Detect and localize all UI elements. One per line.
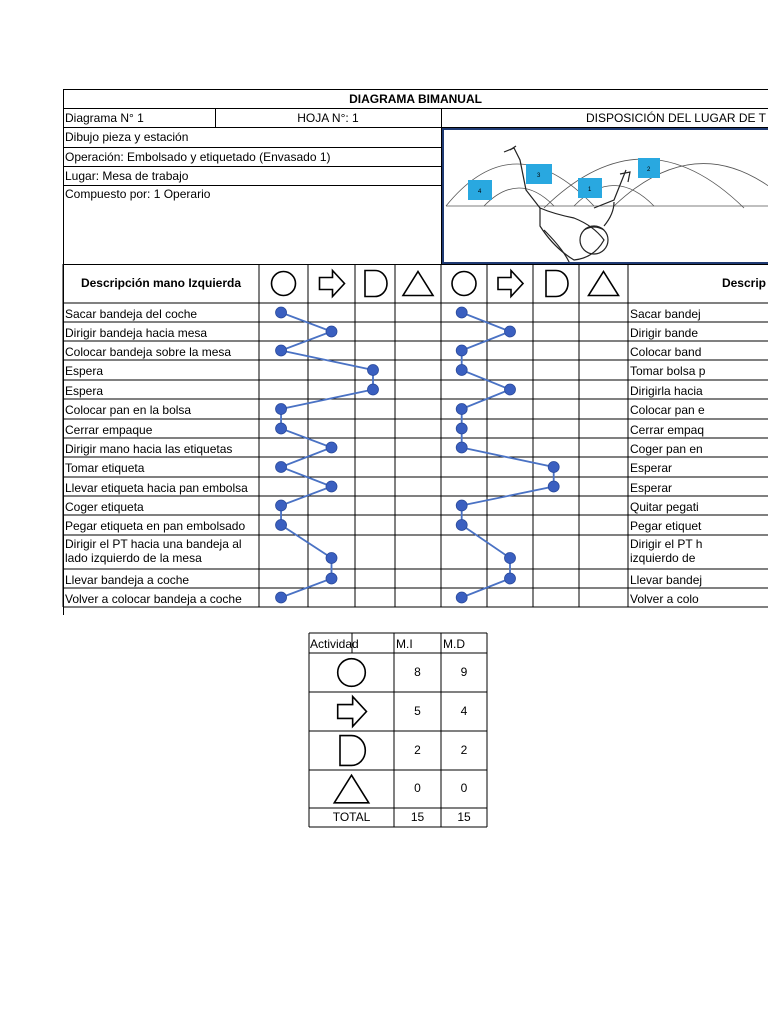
right-hand-marker [456, 592, 467, 603]
right-hand-marker [456, 307, 467, 318]
right-hand-header: Descrip [721, 276, 766, 290]
right-hand-step: Esperar [630, 461, 673, 475]
transport-symbol-icon [498, 271, 523, 297]
summary-mi-value: 5 [414, 703, 421, 718]
right-hand-step: Dirigirla hacia [630, 383, 703, 398]
operation-symbol-icon [452, 272, 476, 296]
delay-symbol-icon [546, 271, 568, 297]
left-hand-marker [326, 442, 337, 453]
left-hand-marker [276, 307, 287, 318]
left-hand-step: Dirigir el PT hacia una bandeja al [65, 537, 242, 551]
right-hand-marker [456, 404, 467, 415]
left-hand-marker [276, 423, 287, 434]
left-hand-step: Coger etiqueta [65, 499, 144, 514]
left-hand-step: Cerrar empaque [65, 422, 153, 437]
right-hand-step: Quitar pegati [630, 499, 699, 514]
right-hand-marker [456, 365, 467, 376]
summary-md-value: 2 [460, 742, 468, 757]
right-hand-step: Colocar band [630, 344, 702, 359]
box-label-3: 3 [537, 173, 541, 179]
right-hand-marker [505, 384, 516, 395]
chart-title: DIAGRAMA BIMANUAL [349, 92, 482, 106]
right-hand-marker [505, 326, 516, 337]
left-hand-marker [368, 365, 379, 376]
diagram-number: Diagrama N° 1 [65, 111, 144, 125]
left-hand-marker [326, 326, 337, 337]
left-hand-step: Espera [65, 383, 104, 398]
right-hand-step: Coger pan en [630, 441, 703, 456]
left-hand-marker [276, 500, 287, 511]
summary-total-label: TOTAL [332, 810, 371, 824]
storage-symbol-icon [334, 775, 369, 803]
left-hand-step: Volver a colocar bandeja a coche [65, 591, 242, 606]
left-hand-marker [368, 384, 379, 395]
summary-md-value: 9 [460, 664, 468, 679]
right-hand-marker [456, 442, 467, 453]
left-hand-step: Espera [65, 364, 104, 378]
summary-total-mi: 15 [410, 810, 425, 824]
right-hand-marker [505, 573, 516, 584]
summary-col-activity: Actividad [310, 637, 359, 651]
delay-symbol-icon [340, 736, 365, 766]
box-label-1: 1 [588, 187, 592, 193]
left-hand-step: Tomar etiqueta [65, 461, 145, 475]
right-hand-step: Llevar bandej [630, 572, 703, 587]
transport-symbol-icon [320, 271, 345, 297]
right-hand-step: Dirigir bande [630, 325, 699, 340]
left-hand-step: Dirigir mano hacia las etiquetas [65, 441, 233, 456]
summary-col-mi: M.I [396, 637, 413, 651]
right-hand-step: Esperar [630, 480, 673, 495]
summary-mi-value: 8 [414, 664, 421, 679]
left-hand-marker [326, 573, 337, 584]
left-hand-marker [276, 520, 287, 531]
left-hand-marker [276, 592, 287, 603]
sheet-number: HOJA N°: 1 [297, 111, 359, 125]
composed-label: Compuesto por: 1 Operario [65, 187, 211, 201]
box-label-4: 4 [478, 189, 482, 195]
right-hand-step: Pegar etiquet [630, 519, 702, 533]
left-hand-step-line2: lado izquierdo de la mesa [65, 551, 202, 565]
right-hand-marker [548, 481, 559, 492]
summary-md-value: 0 [460, 781, 468, 795]
right-hand-step: Dirigir el PT h [630, 537, 703, 551]
left-hand-step: Llevar bandeja a coche [65, 572, 190, 587]
right-hand-marker [456, 500, 467, 511]
summary-total-md: 15 [457, 810, 471, 824]
transport-symbol-icon [338, 697, 367, 727]
right-hand-marker [456, 520, 467, 531]
right-hand-marker [548, 462, 559, 473]
left-hand-marker [276, 404, 287, 415]
left-hand-marker [326, 553, 337, 564]
left-hand-step: Colocar bandeja sobre la mesa [65, 344, 232, 359]
right-hand-step: Tomar bolsa p [630, 364, 706, 378]
right-hand-step: Volver a colo [630, 591, 699, 606]
operation-symbol-icon [338, 659, 366, 687]
right-hand-marker [456, 345, 467, 356]
right-hand-step: Cerrar empaq [630, 422, 705, 437]
drawing-label: Dibujo pieza y estación [65, 130, 189, 144]
left-hand-step: Pegar etiqueta en pan embolsado [65, 519, 246, 533]
left-hand-step: Sacar bandeja del coche [65, 306, 198, 321]
summary-col-md: M.D [443, 637, 465, 651]
left-hand-marker [276, 345, 287, 356]
operation-label: Operación: Embolsado y etiquetado (Envasado 1) [65, 150, 331, 164]
right-hand-marker [505, 553, 516, 564]
left-hand-marker [326, 481, 337, 492]
right-hand-step: Colocar pan e [630, 403, 705, 417]
right-hand-step: Sacar bandej [630, 306, 701, 321]
storage-symbol-icon [403, 272, 433, 296]
layout-title: DISPOSICIÓN DEL LUGAR DE T [585, 111, 766, 125]
left-hand-step: Llevar etiqueta hacia pan embolsa [65, 480, 248, 495]
summary-mi-value: 0 [414, 781, 421, 795]
summary-md-value: 4 [460, 703, 468, 718]
left-hand-marker [276, 462, 287, 473]
summary-mi-value: 2 [414, 742, 421, 757]
left-hand-header: Descripción mano Izquierda [80, 276, 242, 290]
place-label: Lugar: Mesa de trabajo [65, 169, 189, 183]
delay-symbol-icon [365, 271, 387, 297]
box-label-2: 2 [647, 167, 651, 173]
storage-symbol-icon [589, 272, 619, 296]
operation-symbol-icon [272, 272, 296, 296]
right-hand-marker [456, 423, 467, 434]
left-hand-step: Colocar pan en la bolsa [65, 403, 192, 417]
left-hand-step: Dirigir bandeja hacia mesa [65, 325, 208, 340]
right-hand-step-line2: izquierdo de [630, 551, 696, 565]
